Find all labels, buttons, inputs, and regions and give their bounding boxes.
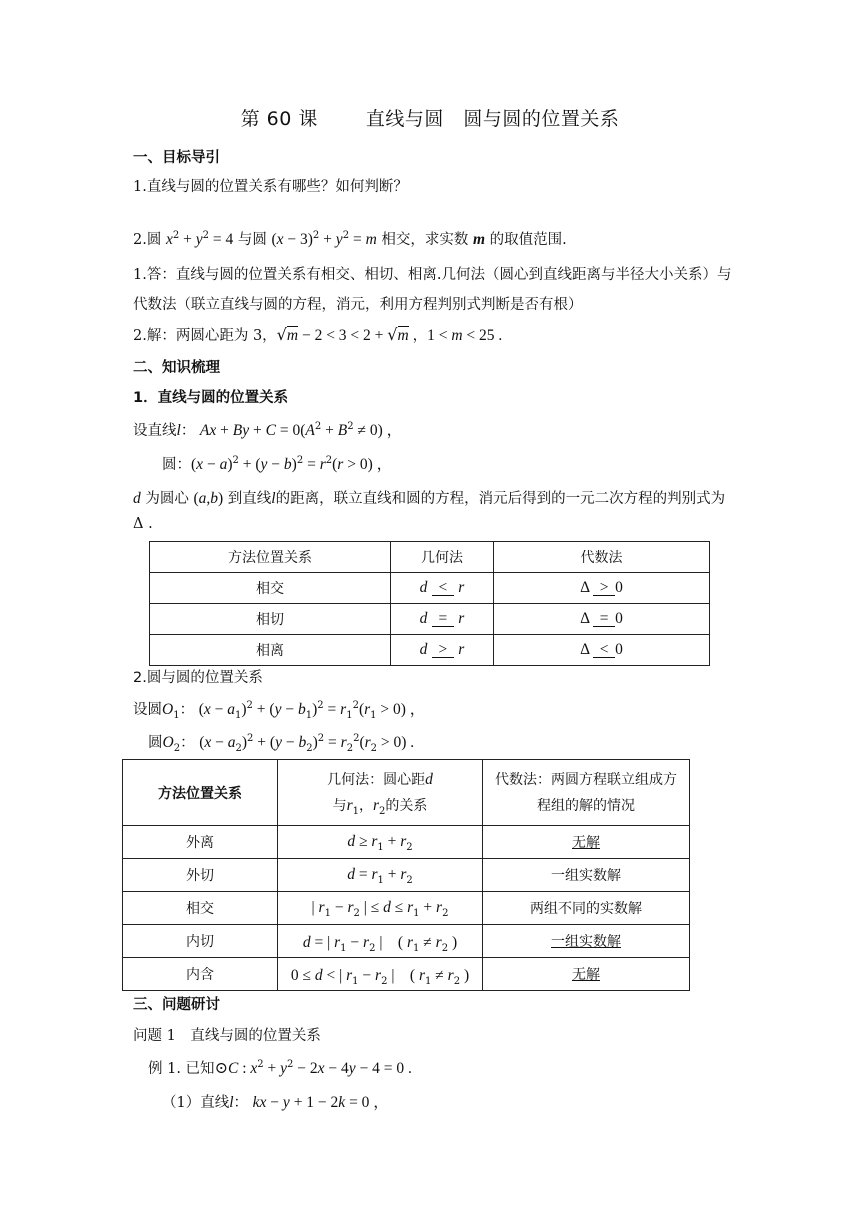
table-row: 内含 0 ≤ d < | $r_1 - r_2$ | ( $r_1 \ne r_2$ ) 无解	[123, 958, 690, 991]
table-circle-circle	[122, 759, 690, 991]
problem-1-title: 问题 1 直线与圆的位置关系	[133, 1028, 321, 1044]
table-row: 相离 d > r Δ < 0	[150, 635, 710, 666]
page-title	[0, 104, 860, 131]
table-row: 相交 d < r Δ > 0	[150, 573, 710, 604]
line-definition: 设直线l： $Ax + By + C = 0(A^2 + B^2 \ne 0)$ ，	[133, 421, 403, 439]
table-row: 相交 | $r_1 - r_2$ | ≤ $d \le r_1 + r_2$ 两组不同的实数解	[123, 892, 690, 925]
question-1: 1.直线与圆的位置关系有哪些？如何判断？	[133, 179, 408, 195]
subheading-circle-circle: 2.圆与圆的位置关系	[133, 670, 263, 686]
answer-1-line-2: 代数法（联立直线与圆的方程，消元，利用方程判别式判断是否有根）	[133, 297, 583, 313]
circle-o2-definition: 圆$O_2$： $(x - a_2)^2 + (y - b_2)^2 = r_2^2(r_2 > 0)$ .	[148, 733, 415, 754]
section-heading-goals: 一、目标导引	[133, 150, 220, 166]
table1-header-geometric: 几何法	[391, 542, 494, 573]
table2-header-algebraic: 代数法：两圆方程联立组成方 程组的解的情况	[483, 760, 690, 826]
discriminant-symbol: Δ .	[133, 516, 153, 532]
answer-1-line-1: 1.答：直线与圆的位置关系有相交、相切、相离.几何法（圆心到直线距离与半径大小关系）与	[133, 267, 732, 283]
section-heading-discussion: 三、问题研讨	[133, 997, 220, 1013]
example-1: 例 1. 已知⊙C : $x^2 + y^2 - 2x - 4y - 4 = 0$ .	[148, 1058, 412, 1077]
table2-header-relation: 方法位置关系	[123, 760, 278, 826]
table-row: 相切 d = r Δ = 0	[150, 604, 710, 635]
section-heading-knowledge: 二、知识梳理	[133, 360, 220, 376]
table-row: 外切 $d = r_1 + r_2$ 一组实数解	[123, 859, 690, 892]
circle-definition: 圆：$(x - a)^2 + (y - b)^2 = r^2(r > 0)$ ，	[162, 455, 393, 473]
lesson-topic: 直线与圆 圆与圆的位置关系	[365, 108, 620, 130]
table-line-circle	[149, 541, 710, 666]
example-1-part-1: （1）直线l： kx − y + 1 − 2k = 0 ，	[162, 1094, 389, 1111]
table1-header-algebraic: 代数法	[494, 542, 710, 573]
table-row: 内切 d = | $r_1 - r_2$ | ( $r_1 \ne r_2$ ) 一组实数解	[123, 925, 690, 958]
table1-header-relation: 方法位置关系	[150, 542, 391, 573]
distance-definition: d 为圆心 (a,b) 到直线l的距离，联立直线和圆的方程，消元后得到的一元二次方程的判别式为	[133, 490, 726, 507]
table2-header-geometric: 几何法：圆心距d 与$r_1$，$r_2$的关系	[278, 760, 483, 826]
answer-2: 2.解：两圆心距为 3，√m − 2 < 3 < 2 + √m ，1 < m < 25 .	[133, 325, 503, 344]
question-2: 2.圆 $x^2 + y^2 = 4$ 与圆 $(x - 3)^2 + y^2 = m$ 相交，求实数 m 的取值范围.	[133, 230, 567, 248]
subheading-line-circle: 1．直线与圆的位置关系	[133, 390, 289, 406]
lesson-number: 第 60 课	[240, 108, 318, 130]
table-row: 外离 $d \ge r_1 + r_2$ 无解	[123, 826, 690, 859]
circle-o1-definition: 设圆$O_1$： $(x - a_1)^2 + (y - b_1)^2 = r_1^2(r_1 > 0)$ ，	[133, 700, 426, 721]
